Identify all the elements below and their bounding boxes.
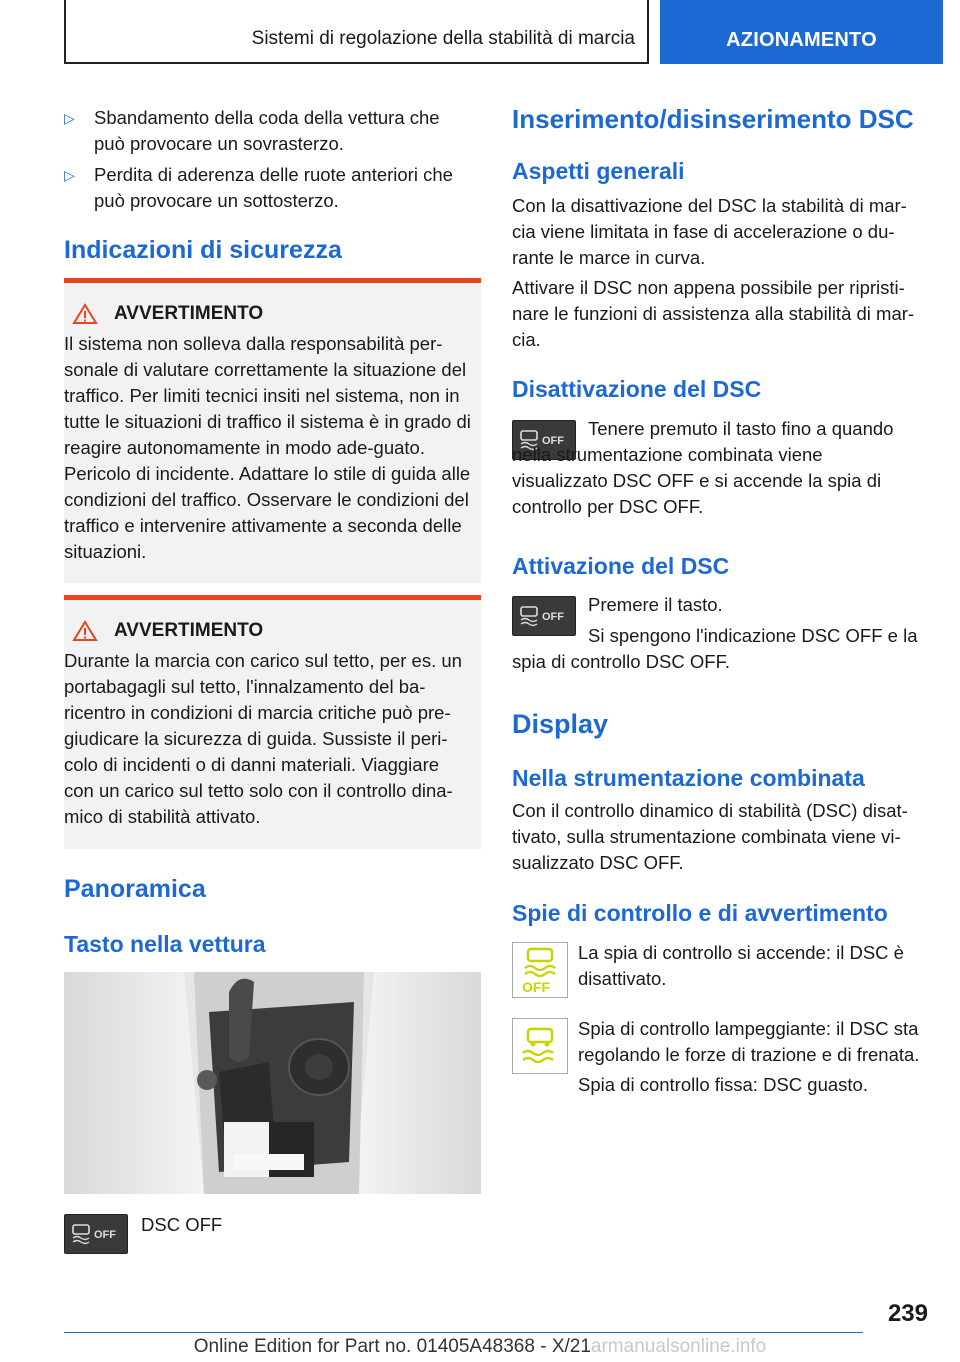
bullet-item <box>64 162 474 214</box>
heading-safety: Indicazioni di sicurezza <box>64 236 342 264</box>
paragraph: La spia di controllo si accende: il DSC è disattivato. <box>578 942 904 989</box>
warning-triangle-icon <box>72 620 98 642</box>
paragraph: Spia di controllo lampeggiante: il DSC sta regolando le forze di trazione e di frenata. <box>578 1018 920 1065</box>
bullet-item <box>64 105 464 157</box>
paragraph: Si spengono l'indicazione DSC OFF e la spia di controllo DSC OFF. <box>512 625 918 672</box>
chapter-title: AZIONAMENTO <box>726 29 877 51</box>
heading-cluster: Nella strumentazione combinata <box>512 765 865 791</box>
paragraph: Con la disattivazione del DSC la stabilità di mar-cia viene limitata in fase di accelerazione o du-rante le marce in curva. <box>512 195 907 268</box>
triangle-right-icon: ▷ <box>64 167 75 183</box>
footer <box>0 1336 960 1358</box>
center-console-photo <box>64 972 481 1194</box>
warning-title: AVVERTIMENTO <box>72 303 471 325</box>
button-caption: DSC OFF <box>141 1214 223 1235</box>
paragraph: Premere il tasto. <box>588 594 723 615</box>
footer-divider <box>64 1332 863 1333</box>
paragraph: Con il controllo dinamico di stabilità (DSC) disat-tivato, sulla strumentazione combinata viene vi-sualizzato DSC OFF. <box>512 800 908 873</box>
heading-activation: Attivazione del DSC <box>512 553 730 579</box>
edition-text: Online Edition for Part no. 01405A48368 - X/21 <box>193 1336 591 1357</box>
dsc-off-button-icon <box>64 1214 128 1254</box>
watermark-text: armanualsonline.info <box>590 1336 767 1357</box>
svg-text:OFF: OFF <box>522 979 550 994</box>
paragraph: Spia di controllo fissa: DSC guasto. <box>578 1074 868 1095</box>
bullet-text: Perdita di aderenza delle ruote anteriori che può provocare un sottosterzo. <box>94 164 453 211</box>
section-title: Sistemi di regolazione della stabilità di marcia <box>251 28 635 49</box>
warning-box <box>64 278 481 583</box>
paragraph: Tenere premuto il tasto fino a quando nella strumentazione combinata viene visualizzato DSC OFF e si accende la spia di controllo per DSC OFF. <box>512 418 894 517</box>
running-header-section <box>64 0 649 64</box>
heading-display: Display <box>512 709 609 739</box>
triangle-right-icon: ▷ <box>64 110 75 126</box>
warning-body: Durante la marcia con carico sul tetto, per es. un portabagagli sul tetto, l'innalzamento del ba-ricentro in condizioni di marcia critiche può pre-giudicare la sicurezza di guida. Sussiste il peri-colo di incidenti o di danni materiali. Viaggiare con un carico sul tetto solo con il controllo dina-mico di stabilità attivato. <box>64 650 462 827</box>
heading-overview: Panoramica <box>64 875 206 903</box>
bullet-text: Sbandamento della coda della vettura che può provocare un sovrasterzo. <box>94 107 440 154</box>
warning-title: AVVERTIMENTO <box>72 620 471 642</box>
warning-triangle-icon <box>72 303 98 325</box>
paragraph: Attivare il DSC non appena possibile per ripristi-nare le funzioni di assistenza alla stabilità di mar-cia. <box>512 277 915 350</box>
warning-body: Il sistema non solleva dalla responsabilità per-sonale di valutare correttamente la situazione del traffico. Per limiti tecnici insiti nel sistema, non in tutte le situazioni di traffico il sistema è in grado di reagire autonomamente in modo ade-guato. Pericolo di incidente. Adattare lo stile di guida alle condizioni del traffico. Osservare le condizioni del traffico e intervenire attivamente a seconda delle situazioni. <box>64 333 471 562</box>
heading-deactivation: Disattivazione del DSC <box>512 376 762 402</box>
dsc-off-lamp-icon <box>512 942 568 998</box>
heading-main: Inserimento/disinserimento DSC <box>512 104 914 134</box>
svg-text:OFF: OFF <box>542 611 564 623</box>
heading-general: Aspetti generali <box>512 158 685 184</box>
svg-text:OFF: OFF <box>94 1229 116 1241</box>
dsc-lamp-icon <box>512 1018 568 1074</box>
heading-lamps: Spie di controllo e di avvertimento <box>512 900 888 926</box>
warning-box <box>64 595 481 849</box>
chapter-tab <box>660 0 943 64</box>
page-number: 239 <box>887 1300 928 1327</box>
heading-button: Tasto nella vettura <box>64 931 266 957</box>
svg-text:OFF: OFF <box>542 435 564 447</box>
